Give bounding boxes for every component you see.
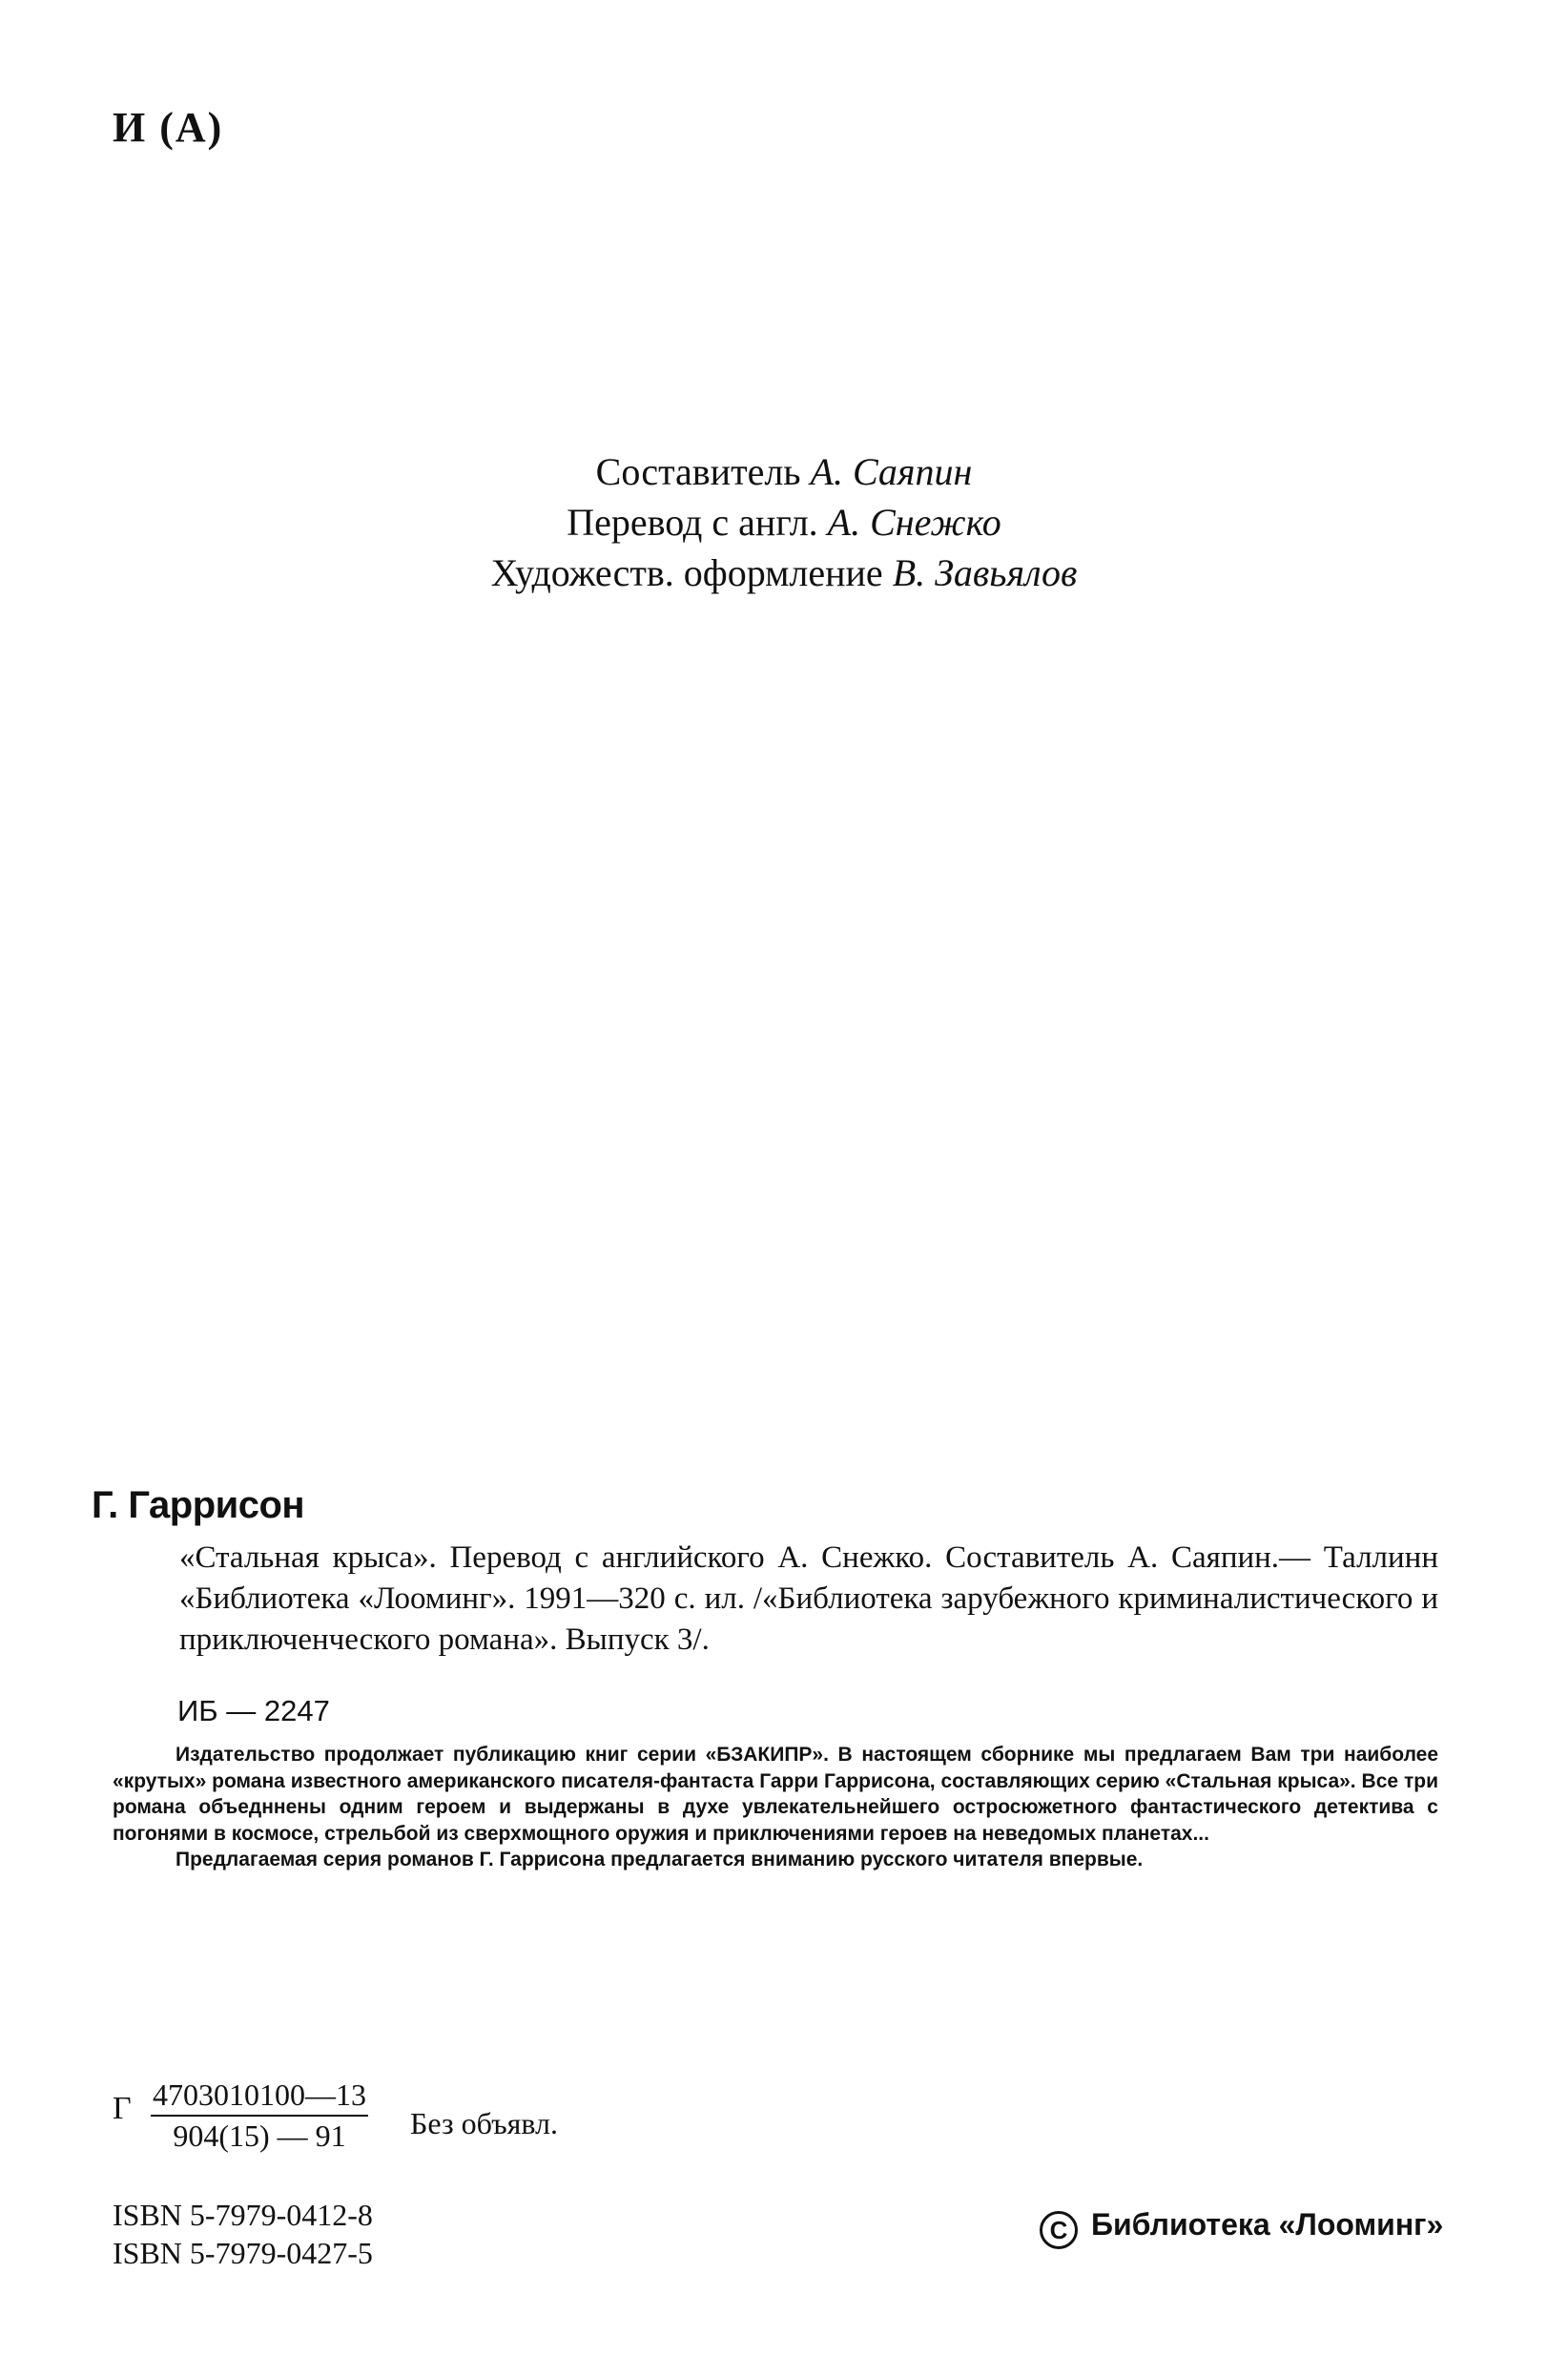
credits-block — [0, 446, 1568, 598]
copyright-holder: Библиотека «Лооминг» — [1091, 2207, 1444, 2242]
copyright-notice — [1040, 2207, 1443, 2249]
credit-role: Художеств. оформление — [490, 551, 883, 594]
credit-line-translator — [0, 497, 1568, 548]
credit-line-compiler — [0, 446, 1568, 497]
classification-denominator: 904(15) — 91 — [173, 2118, 346, 2153]
annotation-paragraph: Издательство продолжает публикацию книг серии «БЗАКИПР». В настоящем сборнике мы предлагаем Вам три наиболее «крутых» романа известного американского писателя-фантаста Гарри Гаррисона, составляющих серию «Стальная крыса». Все три романа объедннены одним героем и выдержаны в духе увлекательнейшего остросюжетного фантастического детектива с погонями в космосе, стрельбой из сверхмощного оружия и приключениями героев на неведомых планетах... — [113, 1744, 1438, 1845]
author-heading: Г. Гаррисон — [92, 1484, 305, 1526]
description-text: «Стальная крыса». Перевод с английского А. Снежко. Составитель А. Саяпин.— Таллинн «Библиотека «Лооминг». 1991—320 с. ил. /«Библиотека зарубежного криминалистического и приключенческого романа». Выпуск 3/. — [179, 1540, 1438, 1657]
no-announcement-note: Без объявл. — [410, 2106, 559, 2140]
isbn-line: ISBN 5-7979-0427-5 — [113, 2236, 373, 2270]
classification-letter: Г — [113, 2091, 132, 2126]
annotation-block — [113, 1742, 1438, 1873]
isbn-line: ISBN 5-7979-0412-8 — [113, 2198, 373, 2232]
ib-number: ИБ — 2247 — [177, 1694, 330, 1727]
credit-role: Составитель — [595, 450, 801, 493]
credit-role: Перевод с англ. — [567, 501, 818, 544]
copyright-icon: C — [1040, 2211, 1078, 2249]
annotation-paragraph: Предлагаемая серия романов Г. Гаррисона предлагается вниманию русского читателя впервые. — [175, 1849, 1144, 1870]
credit-name: В. Завьялов — [892, 551, 1078, 594]
bibliographic-description — [179, 1538, 1438, 1661]
classification-fraction — [151, 2077, 368, 2154]
credit-name: А. Снежко — [827, 501, 1001, 544]
credit-name: А. Саяпин — [810, 450, 973, 493]
header-mark: И (А) — [113, 104, 224, 151]
classification-numerator: 4703010100—13 — [151, 2077, 368, 2117]
credit-line-artist — [0, 548, 1568, 598]
